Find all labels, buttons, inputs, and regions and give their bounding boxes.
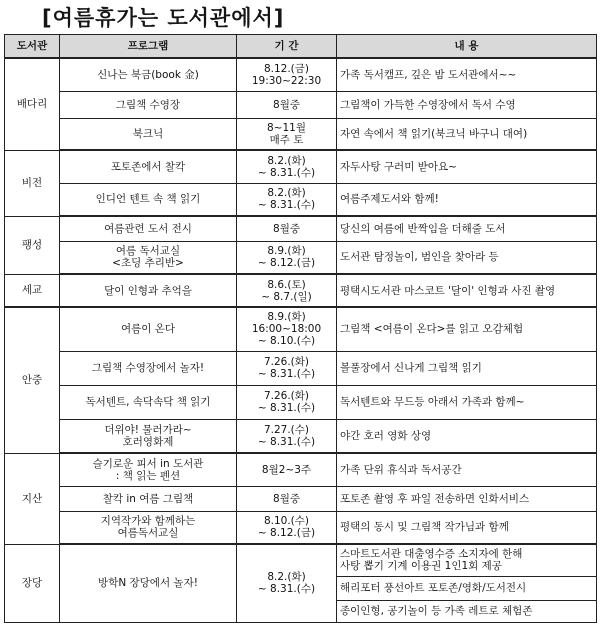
program-cell: 여름 독서교실 <초딩 추리반> — [60, 241, 237, 274]
period-cell: 8.12.(금) 19:30~22:30 — [237, 58, 337, 91]
content-cell: 포토존 촬영 후 파일 전송하면 인화서비스 — [337, 486, 597, 511]
table-row — [5, 216, 597, 241]
program-cell: 그림책 수영장에서 놀자! — [60, 351, 237, 385]
table-row — [5, 274, 597, 307]
table-row — [5, 150, 597, 183]
title-bar — [0, 0, 600, 34]
period-cell: 8.6.(토) ~ 8.7.(일) — [237, 274, 337, 307]
content-cell: 당신의 여름에 반짝임을 더해줄 도서 — [337, 216, 597, 241]
program-cell: 신나는 북금(book 金) — [60, 58, 237, 91]
table-row — [5, 419, 597, 453]
period-cell: 8월중 — [237, 216, 337, 241]
content-cell: 여름주제도서와 함께! — [337, 183, 597, 216]
table-row — [5, 307, 597, 351]
period-cell: 8월중 — [237, 91, 337, 118]
period-cell: 8월2~3주 — [237, 453, 337, 486]
table-row — [5, 91, 597, 118]
program-cell: 방학N 장당에서 놀자! — [60, 544, 237, 622]
library-cell: 팽성 — [5, 216, 60, 274]
program-cell: 독서텐트, 속닥속닥 책 읽기 — [60, 385, 237, 419]
table-row — [5, 58, 597, 91]
library-cell: 안중 — [5, 307, 60, 453]
period-cell: 8.10.(수) ~ 8.12.(금) — [237, 511, 337, 544]
schedule-table — [4, 34, 597, 623]
header-period: 기 간 — [237, 35, 337, 59]
library-cell: 장당 — [5, 544, 60, 622]
program-cell: 그림책 수영장 — [60, 91, 237, 118]
table-row — [5, 183, 597, 216]
content-cell: 볼풀장에서 신나게 그림책 읽기 — [337, 351, 597, 385]
table-row — [5, 544, 597, 576]
header-content: 내 용 — [337, 35, 597, 59]
library-cell: 배다리 — [5, 58, 60, 150]
period-cell: 8.2.(화) ~ 8.31.(수) — [237, 183, 337, 216]
content-cell: 도서관 탐정놀이, 범인을 찾아라 등 — [337, 241, 597, 274]
table-row — [5, 486, 597, 511]
content-cell: 평택시도서관 마스코트 '달이' 인형과 사진 촬영 — [337, 274, 597, 307]
period-cell: 8.2.(화) ~ 8.31.(수) — [237, 150, 337, 183]
period-cell: 7.26.(화) ~ 8.31.(수) — [237, 351, 337, 385]
period-cell: 8.9.(화) ~ 8.12.(금) — [237, 241, 337, 274]
program-cell: 슬기로운 피서 in 도서관 : 책 읽는 펜션 — [60, 453, 237, 486]
content-cell: 해리포터 풍선아트 포토존/영화/도서전시 — [337, 576, 597, 600]
header-row — [5, 35, 597, 59]
content-cell: 야간 호러 영화 상영 — [337, 419, 597, 453]
period-cell: 8~11월 매주 토 — [237, 118, 337, 150]
program-cell: 더위야! 물러가라~ 호러영화제 — [60, 419, 237, 453]
program-cell: 여름관련 도서 전시 — [60, 216, 237, 241]
content-cell: 독서텐트와 무드등 아래서 가족과 함께~ — [337, 385, 597, 419]
page-title: [여름휴가는 도서관에서] — [42, 6, 285, 30]
program-cell: 달이 인형과 추억을 — [60, 274, 237, 307]
period-cell: 7.26.(화) ~ 8.31.(수) — [237, 385, 337, 419]
program-cell: 인디언 텐트 속 책 읽기 — [60, 183, 237, 216]
content-cell: 자두사탕 구러미 받아요~ — [337, 150, 597, 183]
content-cell: 그림책 <여름이 온다>를 읽고 오감체험 — [337, 307, 597, 351]
program-cell: 포토존에서 찰칵 — [60, 150, 237, 183]
library-cell: 세교 — [5, 274, 60, 307]
table-row — [5, 453, 597, 486]
program-cell: 찰칵 in 여름 그림책 — [60, 486, 237, 511]
table-row — [5, 351, 597, 385]
content-cell: 종이인형, 공기놀이 등 가족 레트로 체험존 — [337, 600, 597, 622]
period-cell: 8월중 — [237, 486, 337, 511]
content-cell: 자연 속에서 책 읽기(북크닉 바구니 대여) — [337, 118, 597, 150]
table-row — [5, 241, 597, 274]
table-row — [5, 385, 597, 419]
table-row — [5, 511, 597, 544]
program-cell: 여름이 온다 — [60, 307, 237, 351]
table-row — [5, 118, 597, 150]
content-cell: 그림책이 가득한 수영장에서 독서 수영 — [337, 91, 597, 118]
program-cell: 북크닉 — [60, 118, 237, 150]
library-cell: 지산 — [5, 453, 60, 544]
program-cell: 지역작가와 함께하는 여름독서교실 — [60, 511, 237, 544]
content-cell: 가족 독서캠프, 깊은 밤 도서관에서~~ — [337, 58, 597, 91]
content-cell: 가족 단위 휴식과 독서공간 — [337, 453, 597, 486]
library-cell: 비전 — [5, 150, 60, 216]
header-program: 프로그램 — [60, 35, 237, 59]
header-library: 도서관 — [5, 35, 60, 59]
content-cell: 평택의 동시 및 그림책 작가님과 함께 — [337, 511, 597, 544]
period-cell: 7.27.(수) ~ 8.31.(수) — [237, 419, 337, 453]
period-cell: 8.2.(화) ~ 8.31.(수) — [237, 544, 337, 622]
content-cell: 스마트도서관 대출영수증 소지자에 한해 사탕 뽑기 기계 이용권 1인1회 제공 — [337, 544, 597, 576]
period-cell: 8.9.(화) 16:00~18:00 ~ 8.10.(수) — [237, 307, 337, 351]
